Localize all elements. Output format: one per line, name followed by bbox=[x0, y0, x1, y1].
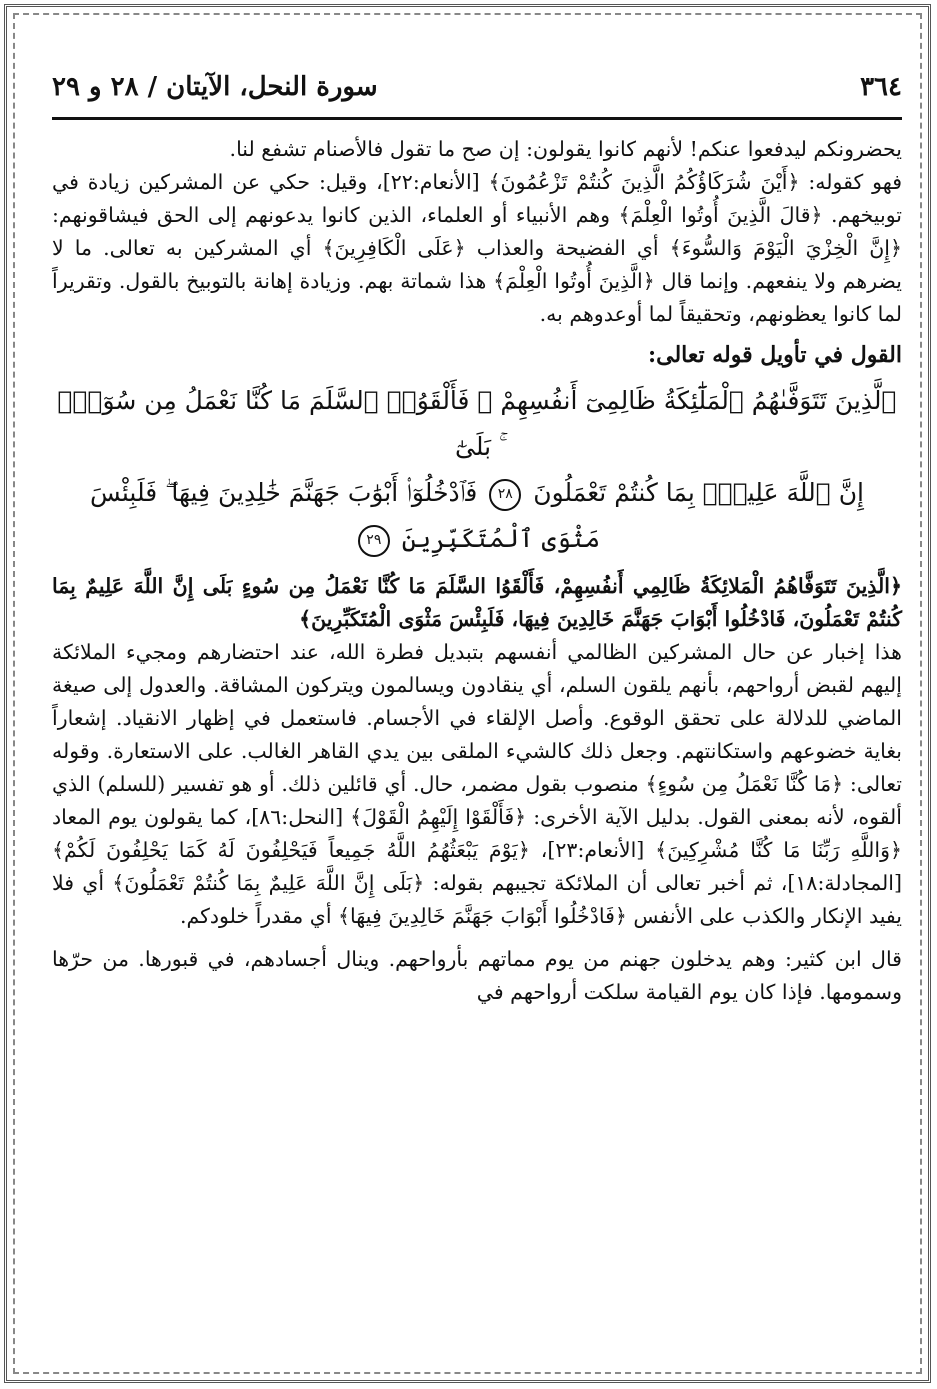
paragraph-gap bbox=[52, 933, 902, 943]
quote-block: ﴿الَّذِينَ تَتَوَفَّاهُمُ الْمَلائِكَةُ ظَالِمِي أَنفُسِهِمْ، فَأَلْقَوُا السَّلَمَ مَا كُنَّا نَعْمَلُ مِن سُوءٍ بَلَى إِنَّ اللَّهَ عَلِيمٌ بِمَا كُنتُمْ تَعْمَلُونَ، فَادْخُلُوا أَبْوَابَ جَهَنَّمَ خَالِدِينَ فِيهَا، فَلَبِئْسَ مَثْوَى الْمُتَكَبِّرِينَ﴾ bbox=[52, 574, 902, 631]
page-body bbox=[52, 133, 902, 1009]
paragraph-3: هذا إخبار عن حال المشركين الظالمي أنفسهم بتبديل فطرة الله، عند احتضارهم ومجيء الملائكة إليهم لقبض أرواحهم، بأنهم يلقون السلم، أي ينقادون ويسالمون ويتركون المشاقة. والعدول إلى صيغة الماضي للدلالة على تحقق الوقوع. وأصل الإلقاء في الأجسام. فاستعمل في إظهار الانقياد. إشعاراً بغاية خضوعهم واستكانتهم. وجعل ذلك كالشيء الملقى بين يدي القاهر الغالب. على الاستعارة. وقوله تعالى: ﴿مَا كُنَّا نَعْمَلُ مِن سُوءٍ﴾ منصوب بقول مضمر، حال. أي قائلين ذلك. أو هو تفسير (للسلم) الذي ألقوه، لأنه بمعنى القول. بدليل الآية الأخرى: ﴿فَأَلْقَوْا إِلَيْهِمُ الْقَوْلَ﴾ [النحل:٨٦]، كما يقولون يوم المعاد ﴿وَاللَّهِ رَبِّنَا مَا كُنَّا مُشْرِكِينَ﴾ [الأنعام:٢٣]، ﴿يَوْمَ يَبْعَثُهُمُ اللَّهُ جَمِيعاً فَيَحْلِفُونَ لَهُ كَمَا يَحْلِفُونَ لَكُمْ﴾ [المجادلة:١٨]، ثم أخبر تعالى أن الملائكة تجيبهم بقوله: ﴿بَلَى إِنَّ اللَّهَ عَلِيمٌ بِمَا كُنتُمْ تَعْمَلُونَ﴾ أي فلا يفيد الإنكار والكذب على الأنفس ﴿فَادْخُلُوا أَبْوَابَ جَهَنَّمَ خَالِدِينَ فِيهَا﴾ أي مقدراً خلودكم. bbox=[52, 640, 903, 928]
ayah-line-2b: فَٱدْخُلُوٓا۟ أَبْوَٰبَ جَهَنَّمَ خَٰلِدِينَ فِيهَا ۖ فَلَبِئْسَ bbox=[89, 478, 478, 507]
ayah-line-2a: إِنَّ ٱللَّهَ عَلِيمٌۢ بِمَا كُنتُمْ تَعْمَلُونَ bbox=[533, 478, 864, 507]
header-rule bbox=[52, 117, 902, 120]
paragraph-2: فهو كقوله: ﴿أَيْنَ شُرَكَاؤُكُمُ الَّذِينَ كُنتُمْ تَزْعُمُونَ﴾ [الأنعام:٢٢]، وقيل: حكي عن المشركين زيادة في توبيخهم. ﴿قالَ الَّذِينَ أُوتُوا الْعِلْمَ﴾ وهم الأنبياء أو العلماء، الذين كانوا يدعونهم إلى الحق فيشاقونهم: ﴿إِنَّ الْخِزْيَ الْيَوْمَ وَالسُّوءَ﴾ أي الفضيحة والعذاب ﴿عَلَى الْكَافِرِينَ﴾ أي المشركين به تعالى. ما لا يضرهم ولا ينفعهم. وإنما قال ﴿الَّذِينَ أُوتُوا الْعِلْمَ﴾ هذا شماتة بهم. وزيادة إهانة بالتوبيخ بالقول. وتقريراً لما كانوا يعظونهم، وتحقيقاً لما أوعدوهم به. bbox=[52, 170, 902, 326]
ayah-line-3 bbox=[52, 516, 902, 562]
book-page bbox=[52, 55, 902, 1355]
ayah-line-3-text: مَثْوَى ٱلْمُتَكَبِّرِينَ bbox=[401, 524, 601, 553]
page-number: ٣٦٤ bbox=[860, 72, 902, 102]
page-header bbox=[52, 65, 902, 109]
quran-verses bbox=[52, 378, 902, 562]
paragraph-1: يحضرونكم ليدفعوا عنكم! لأنهم كانوا يقولون: إن صح ما تقول فالأصنام تشفع لنا. bbox=[229, 137, 902, 161]
section-heading: القول في تأويل قوله تعالى: bbox=[648, 342, 902, 368]
ayah-line-1: ٱلَّذِينَ تَتَوَفَّىٰهُمُ ٱلْمَلَٰٓئِكَةُ ظَالِمِىٓ أَنفُسِهِمْ ۖ فَأَلْقَوُا۟ ٱلسَّلَمَ مَا كُنَّا نَعْمَلُ مِن سُوٓءٍۭ ۚ بَلَىٰٓ bbox=[57, 386, 897, 461]
paragraph-4: قال ابن كثير: وهم يدخلون جهنم من يوم مماتهم بأرواحهم. وينال أجسادهم، في قبورها. من حرّها وسمومها. فإذا كان يوم القيامة سلكت أرواحهم في bbox=[52, 947, 902, 1004]
ayah-line-2 bbox=[52, 470, 902, 516]
surah-title: سورة النحل، الآيتان / ٢٨ و ٢٩ bbox=[52, 72, 378, 102]
ayah-number-29: ٢٩ bbox=[358, 525, 390, 557]
ayah-number-28: ٢٨ bbox=[489, 479, 521, 511]
